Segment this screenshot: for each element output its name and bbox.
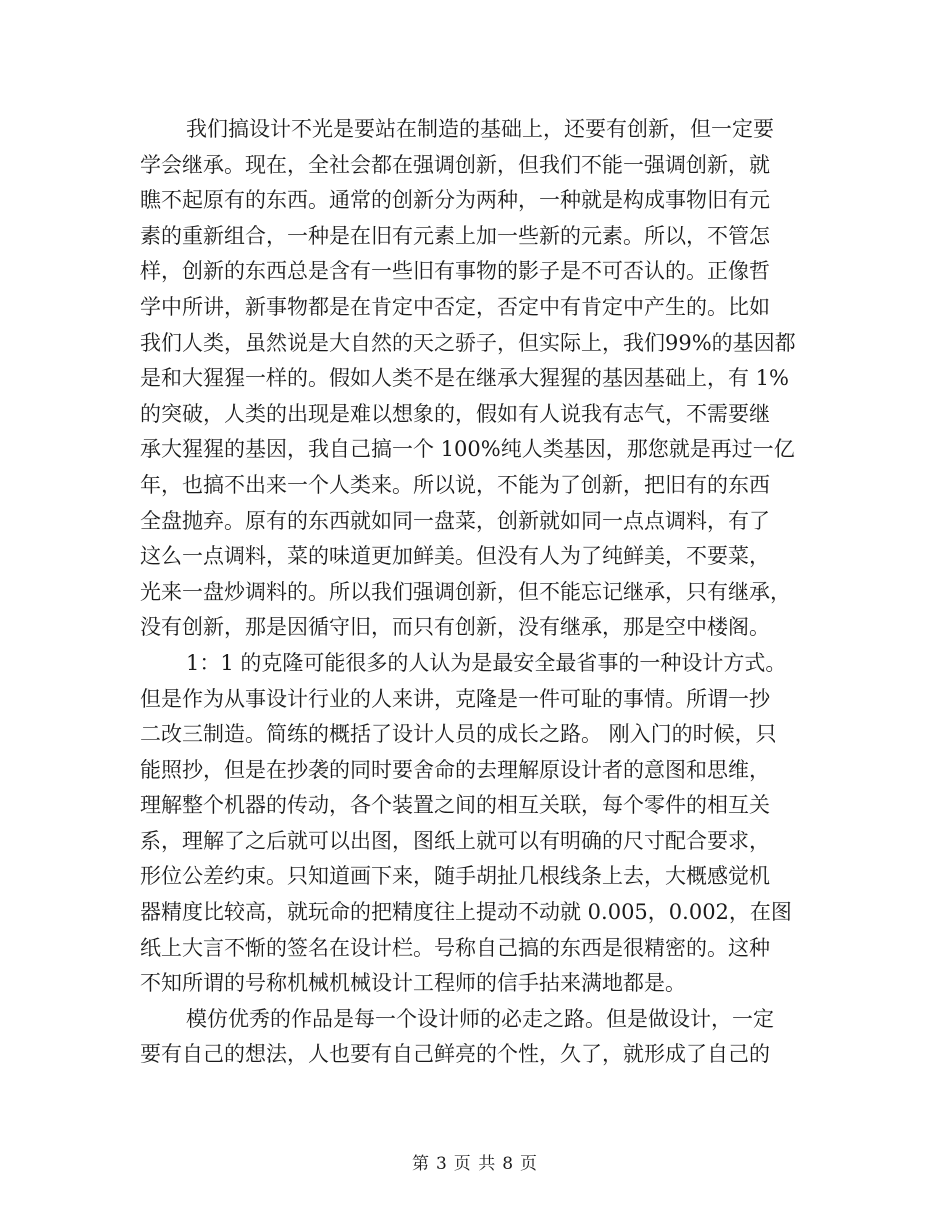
text-line: 年，也搞不出来一个人类来。所以说，不能为了创新，把旧有的东西: [140, 472, 770, 497]
text-line: 二改三制造。简练的概括了设计人员的成长之路。 刚入门的时候，只: [140, 722, 777, 747]
footer-total-pages: 8: [502, 1154, 515, 1174]
text-line: 的突破，人类的出现是难以想象的，假如有人说我有志气，不需要继: [140, 401, 770, 426]
footer-prefix: 第: [411, 1154, 430, 1174]
text-line: 素的重新组合，一种是在旧有元素上加一些新的元素。所以，不管怎: [140, 223, 770, 248]
text-line: 理解整个机器的传动，各个装置之间的相互关联，每个零件的相互关: [140, 793, 770, 818]
text-line: 能照抄，但是在抄袭的同时要舍命的去理解原设计者的意图和思维，: [140, 757, 770, 782]
text-line: 纸上大言不惭的签名在设计栏。号称自己搞的东西是很精密的。这种: [140, 935, 770, 960]
text-line: 但是作为从事设计行业的人来讲，克隆是一件可耻的事情。所谓一抄: [140, 686, 770, 711]
text-line: 我们人类，虽然说是大自然的天之骄子，但实际上，我们99%的基因都: [140, 330, 796, 355]
text-line: 要有自己的想法，人也要有自己鲜亮的个性，久了，就形成了自己的: [140, 1042, 770, 1067]
text-line: 全盘抛弃。原有的东西就如同一盘菜，创新就如同一点点调料，有了: [140, 508, 770, 533]
body-text: [140, 112, 805, 1073]
text-line: 器精度比较高，就玩命的把精度往上提动不动就 0.005，0.002，在图: [140, 900, 792, 925]
text-line: 没有创新，那是因循守旧，而只有创新，没有继承，那是空中楼阁。: [140, 615, 770, 640]
text-line: 1：1 的克隆可能很多的人认为是最安全最省事的一种设计方式。: [186, 650, 787, 675]
text-line: 我们搞设计不光是要站在制造的基础上，还要有创新，但一定要: [186, 117, 774, 141]
text-line: 形位公差约束。只知道画下来，随手胡扯几根线条上去，大概感觉机: [140, 864, 770, 889]
text-line: 样，创新的东西总是含有一些旧有事物的影子是不可否认的。正像哲: [140, 259, 770, 284]
footer-current-page: 3: [435, 1154, 448, 1174]
text-line: 学会继承。现在，全社会都在强调创新，但我们不能一强调创新，就: [140, 152, 770, 177]
text-line: 模仿优秀的作品是每一个设计师的必走之路。但是做设计，一定: [186, 1006, 774, 1031]
text-line: 这么一点调料，菜的味道更加鲜美。但没有人为了纯鲜美，不要菜，: [140, 544, 770, 569]
text-line: 系，理解了之后就可以出图，图纸上就可以有明确的尺寸配合要求，: [140, 828, 770, 853]
text-line: 光来一盘炒调料的。所以我们强调创新，但不能忘记继承，只有继承，: [140, 579, 791, 604]
footer-suffix: 页: [520, 1154, 539, 1174]
page-footer: [0, 1152, 950, 1176]
footer-mid: 页 共: [453, 1154, 497, 1174]
text-line: 是和大猩猩一样的。假如人类不是在继承大猩猩的基因基础上，有 1%: [140, 366, 789, 391]
text-line: 承大猩猩的基因，我自己搞一个 100%纯人类基因，那您就是再过一亿: [140, 437, 795, 462]
text-line: 不知所谓的号称机械机械设计工程师的信手拈来满地都是。: [140, 971, 686, 996]
text-line: 瞧不起原有的东西。通常的创新分为两种，一种就是构成事物旧有元: [140, 188, 770, 213]
text-line: 学中所讲，新事物都是在肯定中否定，否定中有肯定中产生的。比如: [140, 294, 770, 319]
